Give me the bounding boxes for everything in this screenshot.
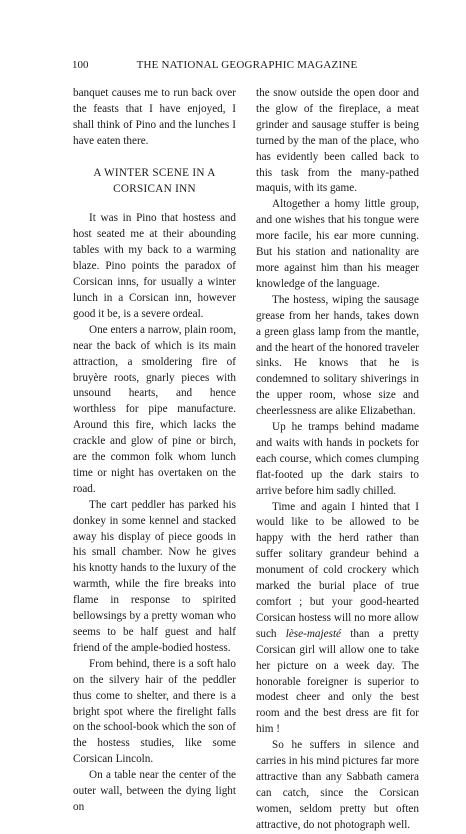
page-number: 100 (72, 59, 89, 71)
right-column (256, 86, 419, 834)
paragraph: Up he tramps behind madame and waits with hands in pockets for each course, which comes clumping flat-footed up the dark stairs to arrive before him sadly chilled. (256, 421, 419, 497)
paragraph: The cart peddler has parked his donkey in some kennel and stacked away his display of piece goods in his small chamber. Now he gives his knotty hands to the luxury of the warmth, while the fire breaks into flame in response to spirited bellowsings by a pretty woman who seems to be half guest and half friend of the ample-bodied hostess. (73, 498, 236, 654)
paragraph: Altogether a homy little group, and one wishes that his tongue were more facile, his ear more cunning. But his station and nationality are more against him than his meager knowledge of the language. (256, 198, 419, 290)
italic-phrase: lèse-majesté (285, 627, 342, 640)
section-heading: A WINTER SCENE IN A CORSICAN INN (93, 166, 216, 195)
continued-paragraph: the snow outside the open door and the glow of the fireplace, a meat grinder and sausage stuffer is being turned by the man of the place, who has evidently been called back to this task from the many-pathed maquis, with its game. (256, 87, 419, 195)
magazine-title: THE NATIONAL GEOGRAPHIC MAGAZINE (136, 59, 358, 71)
running-head (72, 58, 422, 72)
paragraph: So he suffers in silence and carries in his mind pictures far more attractive than any Sabbath camera can catch, since the Corsican women, seldom pretty but often attractive, do not photograph well. (256, 739, 419, 831)
paragraph-text: Time and again I hinted that I would like to be allowed to be happy with the herd rather than suffer solitary grandeur behind a monument of cold crockery which marked the burial place of true comfort ; but your good-hearted Corsican hostess will no more allow such (256, 500, 419, 640)
continued-paragraph: banquet causes me to run back over the feasts that I have enjoyed, I shall think of Pino and the lunches I have eaten there. (73, 87, 236, 147)
paragraph-with-italic (256, 500, 419, 739)
left-column (73, 86, 236, 816)
paragraph: One enters a narrow, plain room, near the back of which is its main attraction, a smoldering fire of bruyère roots, gnarly pieces with unsound hearts, and hence worthless for pipe manufacture. Around this fire, which lacks the crackle and glow of pine or birch, are the common folk whom lunch time or night has overtaken on the road. (73, 323, 236, 495)
paragraph: From behind, there is a soft halo on the silvery hair of the peddler thus come to shelter, and there is a bright spot where the firelight falls on the school-book which the son of the hostess studies, like some Corsican Lincoln. (73, 657, 236, 766)
paragraph-text: than a pretty Corsican girl will allow one to take her picture on a week day. The honorable foreigner is superior to modest cheer and only the best room and the best dress are fit for him ! (256, 627, 419, 736)
paragraph: The hostess, wiping the sausage grease from her hands, takes down a green glass lamp from the mantle, and the heart of the honored traveler sinks. He knows that he is condemned to solitary shiverings in the upper room, whose size and cheerlessness are alike Elizabethan. (256, 293, 419, 418)
paragraph: It was in Pino that hostess and host seated me at their abounding tables with my back to a warming blaze. Pino points the paradox of Corsican inns, for usually a winter lunch in a Corsican inn, however good it be, is a severe ordeal. (73, 212, 236, 320)
paragraph: On a table near the center of the outer wall, between the dying light on (73, 769, 236, 813)
